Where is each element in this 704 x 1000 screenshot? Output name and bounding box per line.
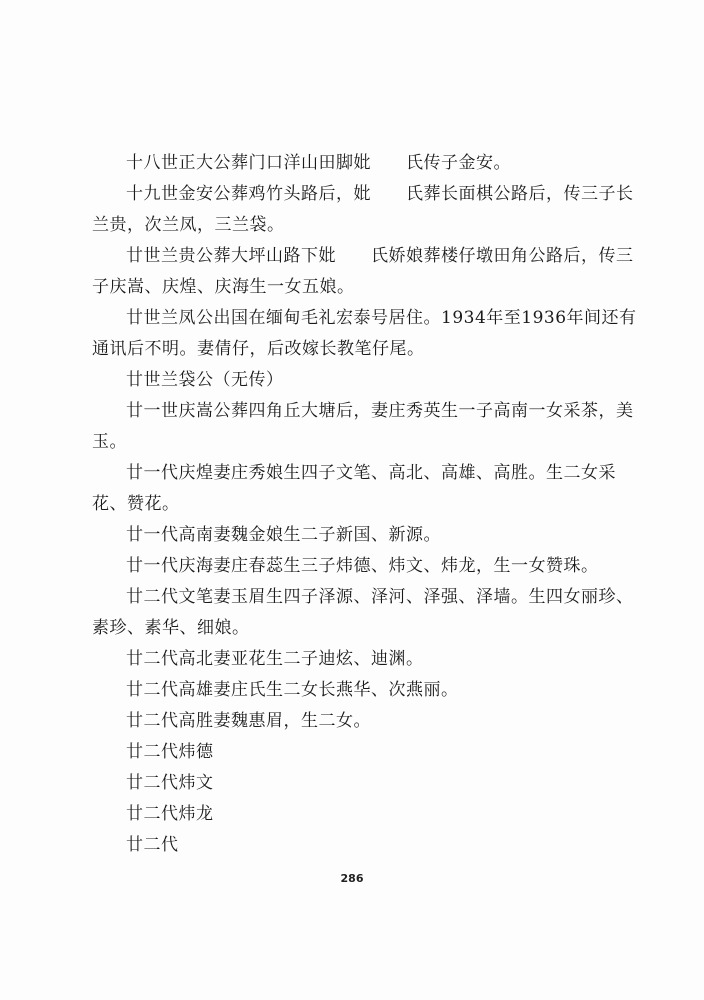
document-body [92, 148, 640, 861]
paragraph-16: 廿二代炜龙 [126, 804, 214, 824]
paragraph-10: 廿二代文笔妻玉眉生四子泽源、泽河、泽强、泽墙。生四女丽珍、素珍、素华、细娘。 [92, 587, 634, 638]
paragraph-13: 廿二代高胜妻魏惠眉，生二女。 [126, 711, 371, 731]
paragraph-12: 廿二代高雄妻庄氏生二女长燕华、次燕丽。 [126, 680, 459, 700]
paragraph-14: 廿二代炜德 [126, 742, 214, 762]
paragraph-7: 廿一代庆煌妻庄秀娘生四子文笔、高北、高雄、高胜。生二女采花、赞花。 [92, 463, 616, 514]
paragraph-5: 廿世兰袋公（无传） [126, 370, 284, 390]
paragraph-8: 廿一代高南妻魏金娘生二子新国、新源。 [126, 525, 441, 545]
paragraph-1: 十八世正大公葬门口洋山田脚妣 氏传子金安。 [126, 153, 511, 173]
paragraph-2: 十九世金安公葬鸡竹头路后，妣 氏葬长面棋公路后，传三子长兰贵，次兰凤，三兰袋。 [92, 184, 634, 235]
paragraph-15: 廿二代炜文 [126, 773, 214, 793]
paragraph-3: 廿世兰贵公葬大坪山路下妣 氏娇娘葬楼仔墩田角公路后，传三子庆嵩、庆煌、庆海生一女五娘。 [92, 246, 634, 297]
paragraph-9: 廿一代庆海妻庄春蕊生三子炜德、炜文、炜龙，生一女赞珠。 [126, 556, 599, 576]
paragraph-6: 廿一世庆嵩公葬四角丘大塘后，妻庄秀英生一子高南一女采茶，美玉。 [92, 401, 634, 452]
paragraph-4: 廿世兰凤公出国在缅甸毛礼宏泰号居住。1934年至1936年间还有通讯后不明。妻倩仔，后改嫁长教笔仔尾。 [92, 308, 637, 359]
paragraph-11: 廿二代高北妻亚花生二子迪炫、迪渊。 [126, 649, 424, 669]
page-number: 286 [340, 872, 364, 885]
paragraph-17: 廿二代 [126, 835, 179, 855]
